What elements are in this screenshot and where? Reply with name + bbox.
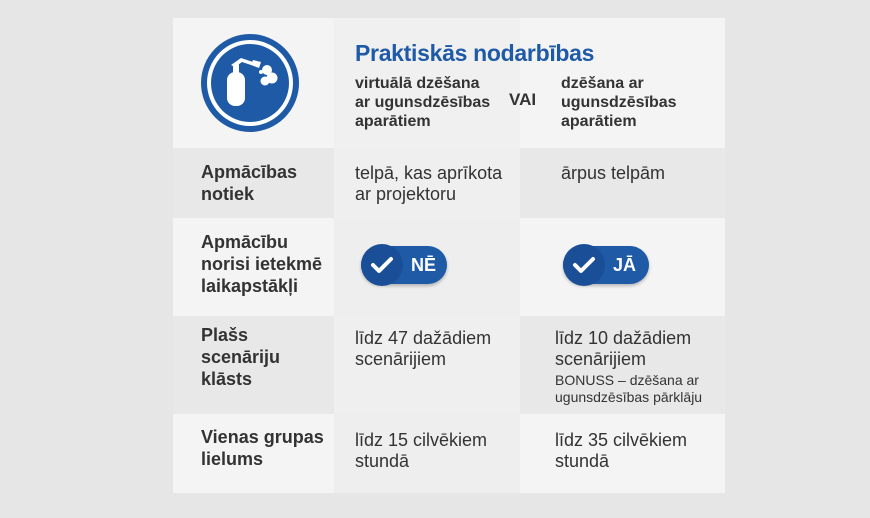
yes-badge [563,246,649,284]
comparison-table [173,18,725,493]
no-badge-label: NĒ [411,255,437,275]
check-icon [563,244,605,286]
row-label-location: Apmācības notiek [201,162,298,204]
or-label: VAI [509,90,537,109]
fire-extinguisher-icon [201,34,299,132]
check-icon [361,244,403,286]
group-size-virtual: līdz 15 cilvēkiem stundā [355,430,488,471]
location-virtual: telpā, kas aprīkota ar projektoru [355,163,503,204]
row-label-weather: Apmācību norisi ietekmē laikapstākļi [201,232,323,296]
location-real: ārpus telpām [561,163,666,183]
row-label-scenarios: Plašs scenāriju klāsts [201,325,281,389]
scenarios-virtual: līdz 47 dažādiem scenārijiem [355,328,492,369]
row-label-group-size: Vienas grupas lielums [201,427,324,469]
scenarios-real: līdz 10 dažādiem scenārijiem [555,328,692,369]
no-badge [361,246,447,284]
page-title: Praktiskās nodarbības [355,40,595,66]
option-virtual-label: virtuālā dzēšana ar ugunsdzēsības aparātiem [355,75,491,130]
option-real-label: dzēšana ar ugunsdzēsības aparātiem [561,75,677,130]
group-size-real: līdz 35 cilvēkiem stundā [555,430,688,471]
yes-badge-label: JĀ [613,255,637,275]
bonus-note: BONUSS – dzēšana ar ugunsdzēsības pārklāju [555,372,703,405]
